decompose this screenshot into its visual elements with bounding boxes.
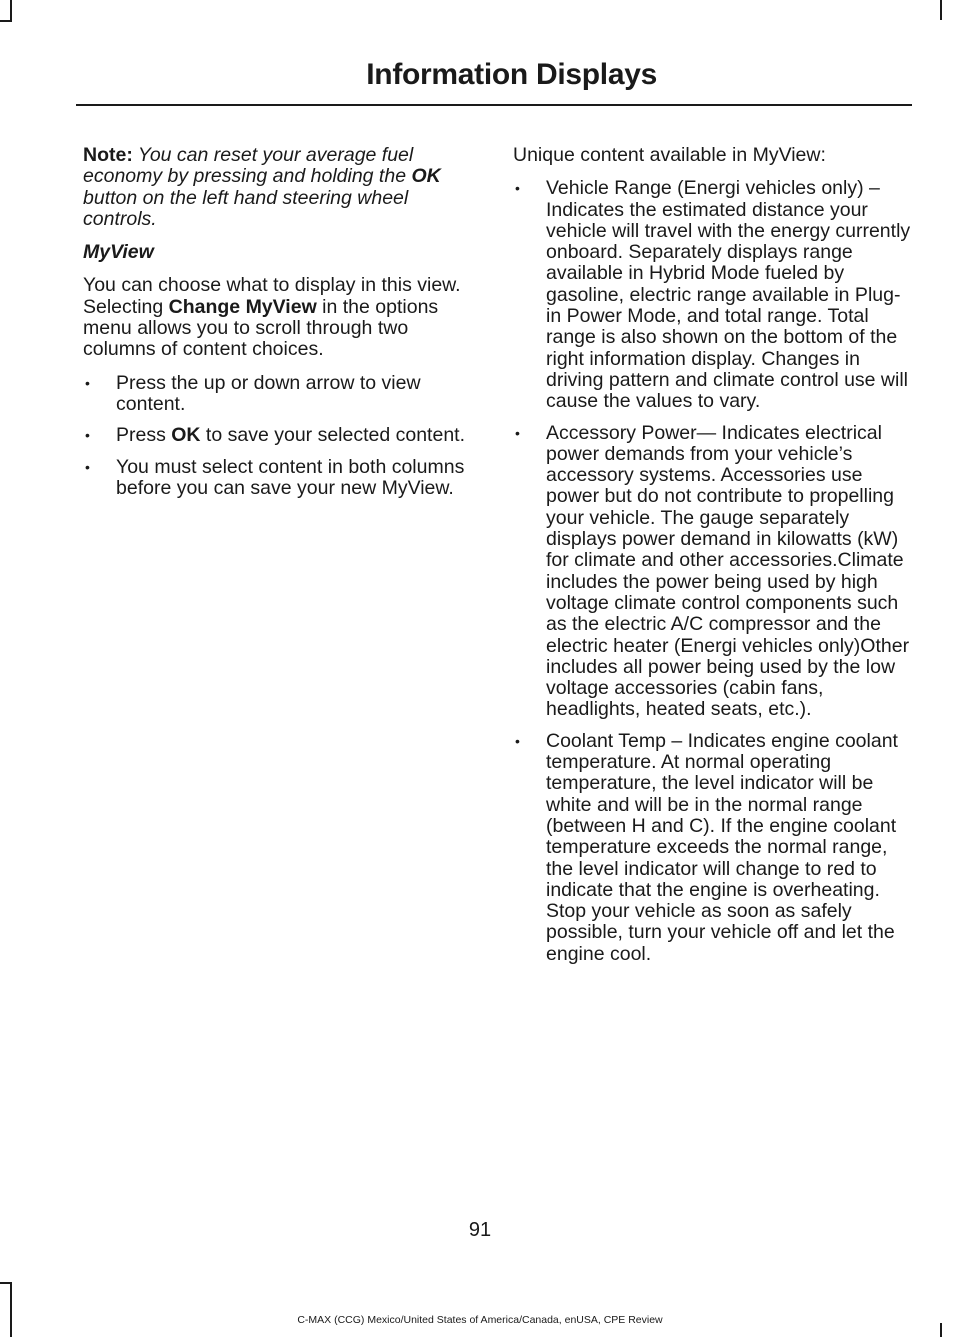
crop-mark-top-right	[940, 0, 942, 20]
myview-intro	[83, 275, 479, 360]
unique-content-list	[513, 178, 913, 965]
note-text-1: You can reset your average fuel economy by pressing and holding the	[83, 144, 414, 188]
list-item	[83, 373, 479, 416]
page-title: Information Displays	[366, 58, 657, 91]
crop-mark-bottom-left	[10, 1282, 12, 1337]
myview-intro-text-2: in the options menu allows you to scroll through two columns of content choices.	[83, 295, 439, 361]
note-text-2: button on the left hand steering wheel controls.	[83, 186, 409, 230]
list-item-accessory-power: • Accessory Power— Indicates electrical power demands from your vehicle’s accessory systems. Accessories use power but do not contribute to propelling your vehicle. The gauge separately displays power demand in kilowatts (kW) for climate and other accessories.Climate includes the power being used by high voltage climate control components such as the electric A/C compressor and the electric heater (Energi vehicles only)Other includes all power being used by the low voltage accessories (cabin fans, headlights, heated seats, etc.).	[513, 423, 913, 721]
list-item-vehicle-range: • Vehicle Range (Energi vehicles only) – Indicates the estimated distance your vehicle will travel with the energy currently onboard. Separately displays range available in Hybrid Mode fueled by gasoline, electric range available in Plug-in Power Mode, and total range. Total range is also shown on the bottom of the right information display. Changes in driving pattern and climate control use will cause the values to vary.	[513, 178, 913, 412]
myview-steps-list	[83, 373, 479, 499]
change-myview-label: Change MyView	[168, 295, 317, 318]
note-ok: OK	[411, 165, 441, 188]
left-column	[83, 145, 479, 509]
page-number: 91	[468, 1219, 492, 1241]
crop-mark-bottom-left-horizontal	[0, 1282, 12, 1284]
note-label: Note:	[83, 144, 133, 166]
unique-content-intro: Unique content available in MyView:	[513, 144, 826, 166]
header-rule	[76, 104, 912, 106]
right-column	[513, 145, 913, 975]
list-item-text: You must select content in both columns before you can save your new MyView.	[116, 455, 465, 499]
footer-text: C-MAX (CCG) Mexico/United States of America/Canada, enUSA, CPE Review	[297, 1314, 663, 1326]
crop-mark-top-left-horizontal	[0, 20, 12, 22]
list-item-text-pre: Press	[116, 424, 172, 447]
list-item-coolant-temp: • Coolant Temp – Indicates engine coolant temperature. At normal operating temperature, the level indicator will be white and will be in the normal range (between H and C). If the engine coolant temperature exceeds the normal range, the level indicator will change to red to indicate that the engine is overheating. Stop your vehicle as soon as safely possible, turn your vehicle off and let the engine cool.	[513, 731, 913, 965]
list-item	[83, 425, 479, 446]
myview-intro-text-1: You can choose what to display in this view. Selecting	[83, 274, 461, 318]
crop-mark-top-left	[10, 0, 12, 22]
list-item-ok: OK	[171, 424, 201, 447]
note-paragraph	[83, 145, 479, 230]
list-item-text-post: to save your selected content.	[200, 424, 466, 447]
list-item	[83, 457, 479, 500]
list-item-text: Press the up or down arrow to view content.	[116, 371, 421, 415]
myview-heading: MyView	[83, 241, 154, 264]
